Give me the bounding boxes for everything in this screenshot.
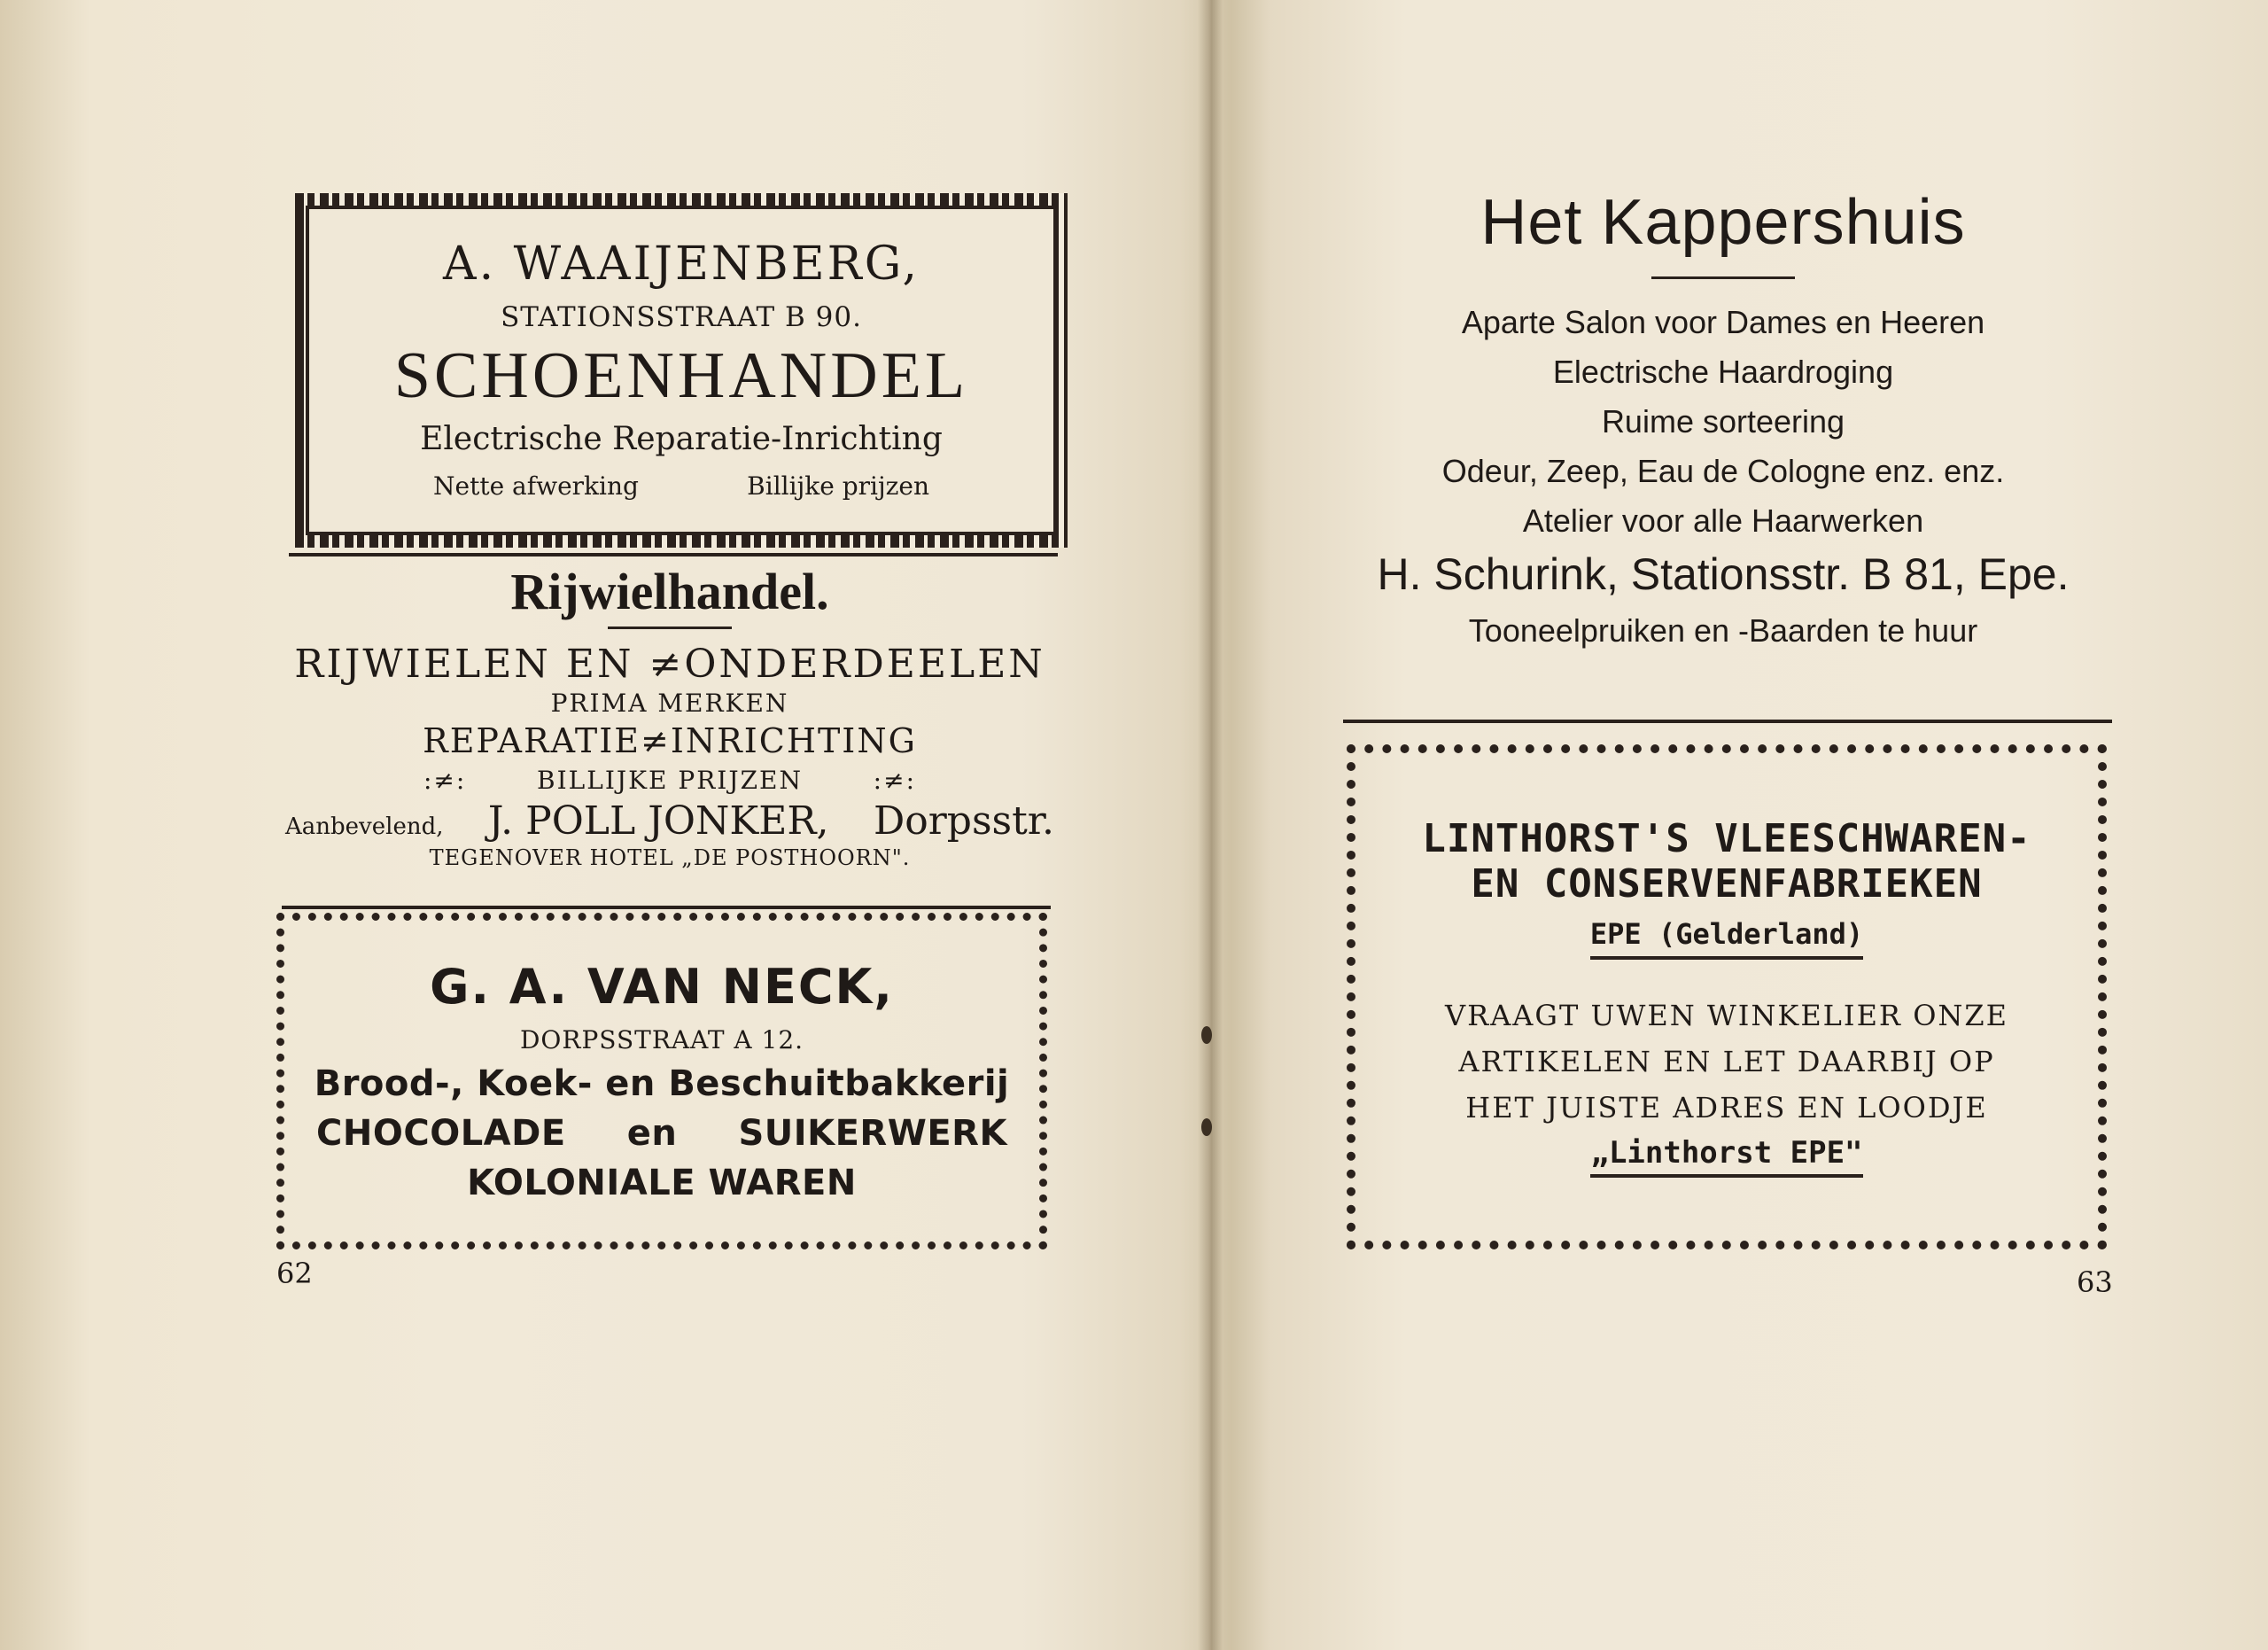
divider-rule [289, 553, 1058, 556]
ad-title: Het Kappershuis [1480, 187, 1966, 258]
divider-rule [1343, 720, 2112, 723]
short-rule [608, 627, 732, 629]
binding-hole [1201, 1026, 1212, 1044]
proprietor-name: H. Schurink, Stationsstr. B 81, Epe. [1377, 549, 2070, 599]
ad-name: G. A. VAN NECK, [430, 959, 894, 1015]
ad-line: Odeur, Zeep, Eau de Cologne enz. enz. [1441, 453, 2005, 489]
ad-line: KOLONIALE WAREN [467, 1163, 857, 1203]
ornament: :≠: [873, 766, 916, 795]
ad-title: Rijwielhandel. [510, 563, 829, 620]
ad-line: BILLIJKE PRIJZEN [537, 766, 803, 795]
ad-line: TEGENOVER HOTEL „DE POSTHOORN". [429, 845, 911, 870]
proprietor-name: J. POLL JONKER, [487, 798, 829, 844]
ornament: :≠: [423, 766, 467, 795]
ad-line: Brood-, Koek- en Beschuitbakkerij [314, 1063, 1010, 1104]
ad-address: DORPSSTRAAT A 12. [519, 1025, 804, 1055]
waaijenberg-ad-inner [306, 206, 1057, 535]
ad-line: Aparte Salon voor Dames en Heeren [1461, 304, 1985, 340]
ad-line-street: Dorpsstr. [873, 798, 1054, 844]
ad-line-prices [282, 766, 1058, 795]
book-gutter [1198, 0, 1223, 1650]
linthorst-ad [1347, 744, 2107, 1249]
ad-line-proprietor [282, 798, 1058, 844]
ad-notes [433, 471, 929, 501]
short-rule [1651, 276, 1795, 279]
ad-title: SCHOENHANDEL [393, 339, 969, 412]
ad-line: REPARATIE≠INRICHTING [423, 721, 917, 760]
divider-rule [282, 906, 1051, 909]
ad-line: Atelier voor alle Haarwerken [1522, 502, 1924, 539]
ad-word: en [626, 1113, 678, 1154]
kappershuis-ad [1311, 186, 2135, 650]
ad-note-right: Billijke prijzen [747, 471, 929, 501]
ad-word: CHOCOLADE [316, 1113, 566, 1154]
ad-line: ARTIKELEN EN LET DAARBIJ OP [1458, 1045, 1995, 1078]
page-number: 63 [2077, 1265, 2113, 1299]
ad-line: Tooneelpruiken en -Baarden te huur [1468, 612, 1978, 649]
ad-line: HET JUISTE ADRES EN LOODJE [1465, 1091, 1988, 1125]
ad-line: Electrische Haardroging [1552, 354, 1894, 390]
ad-line: RIJWIELEN EN ≠ONDERDEELEN [294, 642, 1045, 687]
ad-line: EN CONSERVENFABRIEKEN [1471, 861, 1983, 907]
ad-line: VRAAGT UWEN WINKELIER ONZE [1444, 999, 2009, 1032]
ad-line-prefix: Aanbevelend, [285, 813, 444, 840]
ad-quote: „Linthorst EPE" [1590, 1135, 1862, 1178]
ad-line: PRIMA MERKEN [550, 689, 789, 718]
page-number: 62 [276, 1257, 313, 1290]
van-neck-ad [276, 913, 1047, 1249]
rijwiel-ad [282, 562, 1058, 870]
ad-address: STATIONSSTRAAT B 90. [501, 300, 862, 333]
ad-location: EPE (Gelderland) [1590, 917, 1863, 960]
binding-hole [1201, 1118, 1212, 1136]
ad-word: SUIKERWERK [738, 1113, 1007, 1154]
waaijenberg-ad [295, 193, 1068, 548]
ad-name: A. WAAIJENBERG, [443, 237, 920, 291]
ad-line: Ruime sorteering [1601, 403, 1845, 440]
ad-line-products [316, 1113, 1007, 1154]
ad-subtitle: Electrische Reparatie-Inrichting [420, 420, 943, 457]
ad-line: LINTHORST'S VLEESCHWAREN- [1422, 816, 2031, 861]
ad-note-left: Nette afwerking [433, 471, 639, 501]
